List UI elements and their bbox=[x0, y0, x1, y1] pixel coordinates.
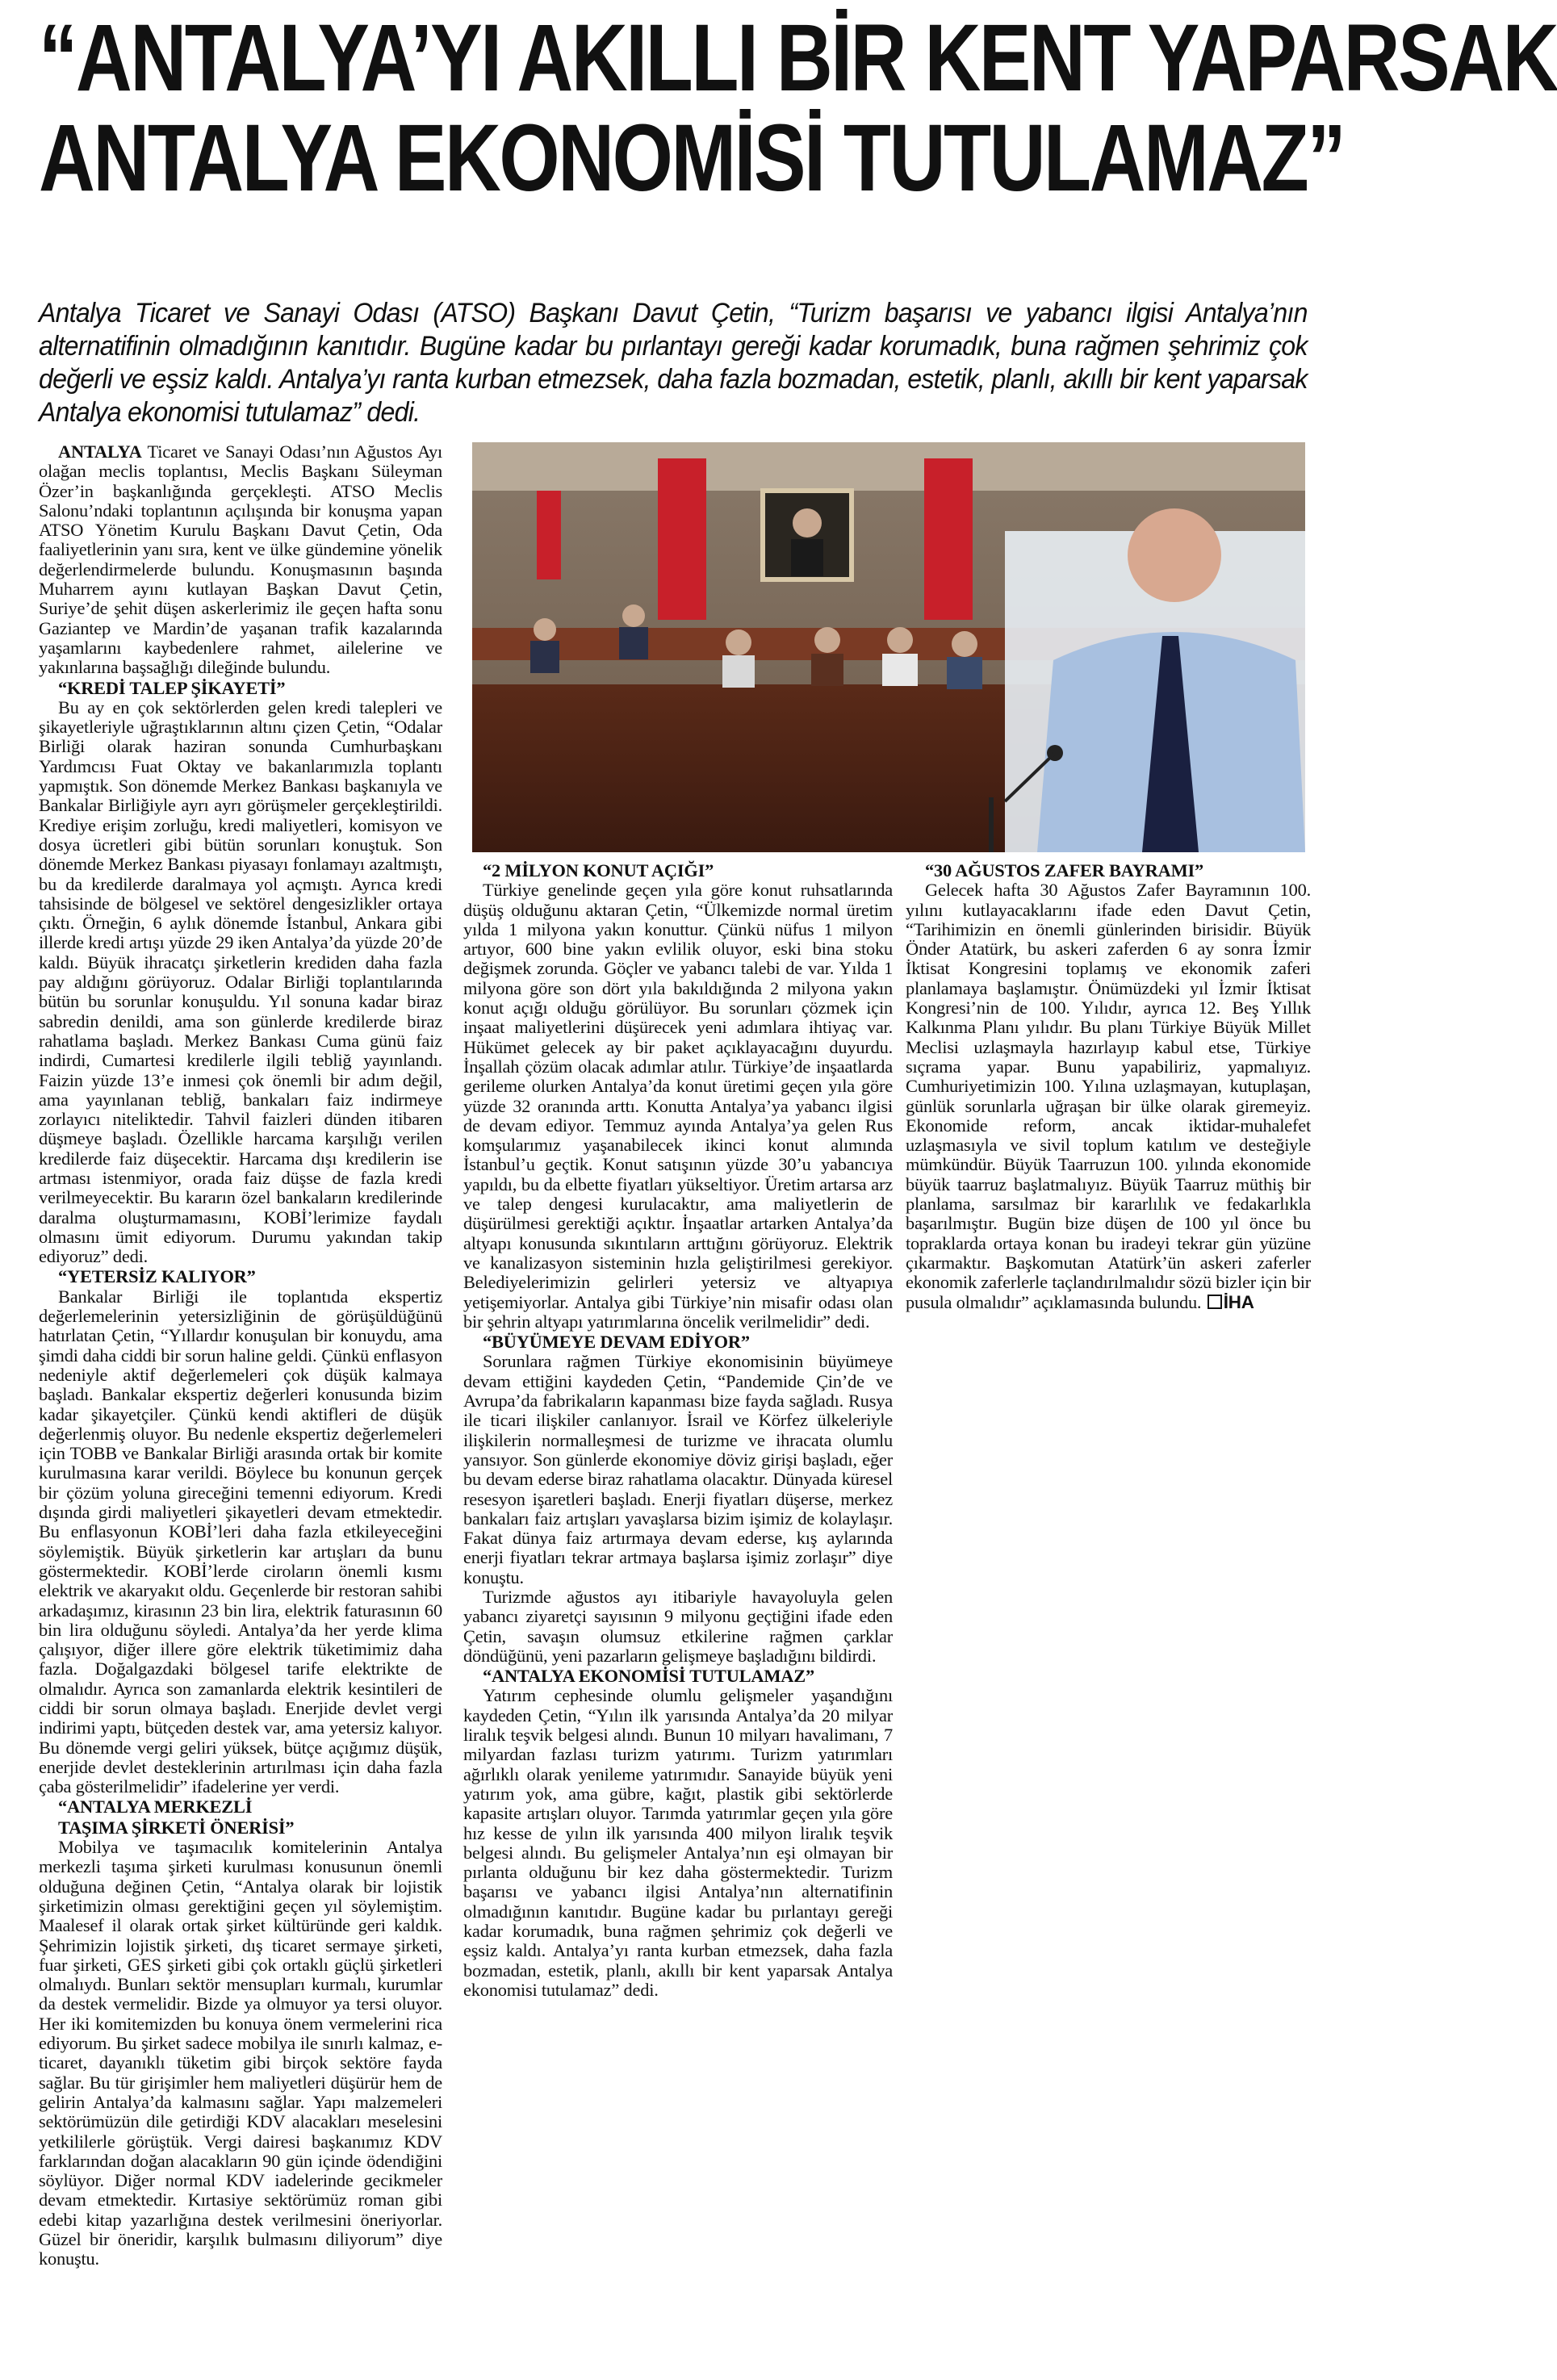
paragraph: Mobilya ve taşımacılık komitelerinin Antalya merkezli taşıma şirketi kurulması konusunun önemli olduğuna değinen Çetin, “Antalya olarak bir lojistik şirketimizin olması gerektiğini geçen yıl söylemiştim. Maalesef il olarak ortak şirket kültüründe geri kaldık. Şehrimizin lojistik şirketi, dış ticaret sermaye şirketi, fuar şirketi, GES şirketi gibi çok ortaklı güçlü şirketleri olmalıydı. Bunları sektör mensupları kurmalı, kurumlar da destek vermelidir. Bizde ya olmuyor ya tersi oluyor. Her iki komitemizden bu konuya önem vermelerini rica ediyorum. Bu şirket sadece mobilya ile sınırlı kalmaz, e-ticaret, dayanıklı tüketim gibi birçok sektöre fayda sağlar. Bu tür girişimler hem maliyetleri düşürür hem de gelirin Antalya’da kalmasını sağlar. Yapı malzemeleri sektörümüzün dile getirdiği KDV alacakları meselesini yetkililerle görüştük. Vergi dairesi başkanımız KDV farklarından doğan alacakların 90 gün içinde ödendiğini söylüyor. Diğer normal KDV iadelerinde gecikmeler devam etmektedir. Kırtasiye sektörümüz roman gibi edebi kitap yazarlığına destek verilmesini öneriyorlar. Güzel bir öneridir, karşılık bulmasını diliyorum” diye konuştu. bbox=[39, 1837, 442, 2269]
paragraph bbox=[906, 880, 1311, 1312]
paragraph-text: Ticaret ve Sanayi Odası’nın Ağustos Ayı olağan meclis toplantısı, Meclis Başkanı Süleyman Özer’in başkanlığında gerçekleşti. ATSO Meclis Salonu’ndaki toplantının açılışında bir konuşma yapan ATSO Yönetim Kurulu Başkanı Davut Çetin, Oda faaliyetlerinin yanı sıra, kent ve ülke gündemine yönelik değerlendirmelerde bulundu. Konuşmasının başında Muharrem ayını kutlayan Başkan Davut Çetin, Suriye’de şehit düşen askerlerimiz ile geçen hafta sonu Gaziantep ve Mardin’de yaşanan trafik kazalarında yaşamlarını kaybedenlere rahmet, ailelerine ve yakınlarına başsağlığı dileğinde bulundu. bbox=[39, 441, 442, 678]
paragraph: Bankalar Birliği ile toplantıda ekspertiz değerlemelerinin yetersizliğinin de görüşüldüğünü hatırlatan Çetin, “Yıllardır konuşulan bir konuydu, ama şimdi daha ciddi bir sorun haline geldi. Çünkü enflasyon nedeniyle aktif değerlemeleri çok düşük kalmaya başladı. Bankalar ekspertiz değerleri konusunda bizim kadar şikayetçiler. Çünkü kendi aktifleri de düşük değerlenmiş oluyor. Bu nedenle ekspertiz değerlemeleri için TOBB ve Bankalar Birliği arasında ortak bir komite kurulmasına karar verildi. Böylece bu konunun gerçek bir çözüm yoluna gireceğini temenni ediyorum. Kredi dışında girdi maliyetleri şikayetleri devam etmektedir. Bu enflasyonun KOBİ’leri daha fazla etkileyeceğini söylemiştik. Büyük şirketlerin kar artışları da bunu göstermektedir. KOBİ’lerde ciroların önemli kısmı elektrik ve akaryakıt oldu. Geçenlerde bir restoran sahibi arkadaşımız, kirasının 23 bin lira, elektrik faturasının 60 bin lira olduğunu söyledi. Antalya’da her yerde klima çalışıyor, diğer illere göre elektrik tüketimimiz daha fazla. Doğalgazdaki bölgesel tarife elektrikte de olmalıdır. Ayrıca son zamanlarda elektrik kesintileri de ciddi bir sorun olmaya başladı. Enerjide devlet vergi indirimi yaptı, bütçeden destek var, ama yetersiz kalıyor. Bu dönemde vergi geliri yüksek, bütçe açığımız düşük, enerjide devlet desteklerinin artırılması için daha fazla çaba gösterilmelidir” ifadelerine yer verdi. bbox=[39, 1286, 442, 1797]
paragraph: Yatırım cephesinde olumlu gelişmeler yaşandığını kaydeden Çetin, “Yılın ilk yarısında Antalya’da 20 milyar liralık teşvik belgesi alındı. Bunun 10 milyarı havalimanı, 7 milyardan fazlası turizm yatırımı. Turizm yatırımları ağırlıklı olarak yenileme yatırımıdır. Sanayide büyük yeni yatırım yok, ama gübre, kağıt, plastik gibi sektörlerde kapasite artışları oluyor. Tarımda yatırımlar geçen yıla göre hız kesse de yılın ilk yarısında 400 milyon liralık teşvik belgesi alındı. Bu gelişmeler Antalya’nın eşi olmayan bir pırlanta olduğunu bir kez daha göstermektedir. Turizm başarısı ve yabancı ilgisi Antalya’nın alternatifinin olmadığının kanıtıdır. Bugüne kadar bu pırlantayı gereği kadar korumadık, buna rağmen şehrimiz çok değerli ve eşsiz kaldı. Antalya’yı ranta kurban etmezsek, daha fazla bozmadan, estetik, planlı, akıllı bir kent yaparsak Antalya ekonomisi tutulamaz” dedi. bbox=[463, 1685, 893, 2000]
standfirst: Antalya Ticaret ve Sanayi Odası (ATSO) Başkanı Davut Çetin, “Turizm başarısı ve yabancı ilgisi Antalya’nın alternatifinin olmadığının kanıtıdır. Bugüne kadar bu pırlantayı gereği kadar korumadık, buna rağmen şehrimiz çok değerli ve eşsiz kaldı. Antalya’yı ranta kurban etmezsek, daha fazla bozmadan, estetik, planlı, akıllı bir kent yaparsak Antalya ekonomisi tutulamaz” dedi. bbox=[39, 298, 1308, 428]
dateline: ANTALYA bbox=[58, 441, 142, 462]
article-column-1 bbox=[39, 442, 442, 2269]
agency-credit: İHA bbox=[1223, 1291, 1254, 1312]
headline-line-1: “ANTALYA’YI AKILLI BİR KENT YAPARSAK bbox=[39, 5, 1557, 111]
subheading: “YETERSİZ KALIYOR” bbox=[58, 1266, 256, 1287]
subheading: “BÜYÜMEYE DEVAM EDİYOR” bbox=[483, 1332, 750, 1353]
headline bbox=[39, 5, 1557, 211]
headline-line-2: ANTALYA EKONOMİSİ TUTULAMAZ” bbox=[39, 105, 1345, 211]
subheading: “ANTALYA MERKEZLİ bbox=[58, 1797, 253, 1817]
subheading: “ANTALYA EKONOMİSİ TUTULAMAZ” bbox=[483, 1666, 815, 1687]
subheading: “2 MİLYON KONUT AÇIĞI” bbox=[483, 860, 714, 880]
subheading: TAŞIMA ŞİRKETİ ÖNERİSİ” bbox=[58, 1817, 295, 1838]
end-mark-icon bbox=[1208, 1295, 1222, 1309]
meeting-photo bbox=[472, 442, 1305, 852]
article-column-3 bbox=[906, 860, 1311, 1312]
paragraph-text: Gelecek hafta 30 Ağustos Zafer Bayramının 100. yılını kutlayacaklarını ifade eden Davut Çetin, “Tarihimizin en önemli günlerinden birisidir. Büyük Önder Atatürk, bu askeri zaferden 6 ay sonra İzmir İktisat Kongresini toplamış ve ekonomik zaferi planlamaya başlamıştır. Önümüzdeki yıl İzmir İktisat Kongresi’nin de 100. Yılıdır, ayrıca 12. Beş Yıllık Kalkınma Planı yılıdır. Bu planı Türkiye Büyük Millet Meclisi uzlaşmayla hazırlayıp kabul etse, Türkiye sıçrama yapar. Bunu yapabiliriz, yapmalıyız. Cumhuriyetimizin 100. Yılına uzlaşmayan, kutuplaşan, günlük sorunlarla uğraşan bir ülke olarak giremeyiz. Ekonomide reform, ancak iktidar-muhalefet uzlaşmasıyla ve sivil toplum katılım ve desteğiyle mümkündür. Büyük Taarruzun 100. yılında ekonomide büyük taarruz başlatmalıyız. Büyük Taarruz müthiş bir planlama, sarsılmaz bir kararlılık ve fedakarlıkla başarılmıştır. Bugün bize düşen de 100 yıl önce bu topraklarda ortaya konan bu iradeyi tekrar gün yüzüne çıkarmaktır. Başkomutan Atatürk’ün askeri zaferler ekonomik zaferlerle taçlandırılmalıdır sözü bizler için bir pusula olmalıdır” açıklamasında bulundu. bbox=[906, 880, 1311, 1312]
paragraph: Türkiye genelinde geçen yıla göre konut ruhsatlarında düşüş olduğunu aktaran Çetin, “Ülkemizde normal üretim yılda 1 milyona yakın konuttur. Çünkü nüfus 1 milyon artıyor, 600 bine yakın evlilik oluyor, eski bina stoku değişmek zorunda. Göçler ve yabancı talebi de var. Yılda 1 milyona göre son dört yıla bakıldığında 2 milyona yakın konut açığı olduğu görülüyor. Bu sorunları çözmek için inşaat maliyetlerini düşürecek yeni adımlara ihtiyaç var. Hükümet gelecek ay bir paket açıklayacağını duyurdu. İnşallah çözüm olacak adımlar atılır. Türkiye’de inşaatlarda gerileme olurken Antalya’da konut üretimi geçen yıla göre yüzde 32 oranında arttı. Konutta Antalya’ya yabancı ilgisi de devam ediyor. Temmuz ayında Antalya’ya gelen Rus komşularımız yaşanabilecek ikinci konut alımında İstanbul’u geçtik. Konut satışının yüzde 30’u yabancıya yapıldı, bu da elbette fiyatları yükseltiyor. Üretim artarsa arz ve talep dengesi kurulacaktır, ama maliyetlerin de düşürülmesi gerektiği açıktır. İnşaatlar artarken Antalya’da altyapı konusunda sıkıntıların arttığını görüyoruz. Elektrik ve kanalizasyon sisteminin hızla geliştirilmesi gerekiyor. Belediyelerimizin gelirleri yetersiz ve altyapıya yetişemiyorlar. Antalya gibi Türkiye’nin misafir odası olan bir şehrin altyapı yatırımlarına öncelik verilmelidir” dedi. bbox=[463, 880, 893, 1332]
meeting-photo-image bbox=[472, 442, 1305, 852]
subheading: “30 AĞUSTOS ZAFER BAYRAMI” bbox=[925, 860, 1204, 880]
paragraph bbox=[39, 442, 442, 678]
article-column-2 bbox=[463, 860, 893, 2000]
paragraph: Sorunlara rağmen Türkiye ekonomisinin büyümeye devam ettiğini kaydeden Çetin, “Pandemide Çin’de ve Avrupa’da fabrikaların kapanması bize fayda sağladı. Rusya ile ticari ilişkiler canlanıyor. İsrail ve Körfez ülkeleriyle ilişkilerin normalleşmesi de turizme ve ihracata olumlu yansıyor. Son günlerde ekonomiye döviz girişi başladı, eğer bu devam ederse biraz rahatlama olacaktır. Dünyada küresel resesyon işaretleri başladı. Enerji fiyatları düşerse, merkez bankaları faiz artışları yavaşlarsa bizim işimiz de kolaylaşır. Fakat dünya faiz artırmaya devam ederse, kış aylarında enerji fiyatları tekrar artmaya başlarsa işimiz zorlaşır” diye konuştu. bbox=[463, 1351, 893, 1587]
subheading: “KREDİ TALEP ŞİKAYETİ” bbox=[58, 677, 286, 698]
paragraph: Bu ay en çok sektörlerden gelen kredi talepleri ve şikayetleriyle uğraştıklarının altını çizen Çetin, “Odalar Birliği olarak haziran sonunda Cumhurbaşkanı Yardımcısı Fuat Oktay ve bakanlarımızla toplantı yapmıştık. Son dönemde Merkez Bankası başkanıyla ve Bankalar Birliğiyle ayrı ayrı görüşmeler gerçekleştirildi. Krediye erişim zorluğu, kredi maliyetleri, komisyon ve dosya ücretleri gibi bütün sorunları konuştuk. Son dönemde Merkez Bankası piyasayı fonlamayı azaltmıştı, bu da kredilerde daralmaya yol açmıştı. Ayrıca kredi tahsisinde de bölgesel ve sektörel dengesizlikler ortaya çıktı. Örneğin, 6 aylık dönemde İstanbul, Ankara gibi illerde kredi artışı yüzde 29 iken Antalya’da yüzde 20’de kaldı. Büyük ihracatçı şirketlerin krediden daha fazla pay aldığını görüyoruz. Odalar Birliği toplantılarında bütün bu sorunlar konuşuldu. Yıl sonuna kadar biraz sabredin denildi, ama son günlerde kredilerde biraz rahatlama başladı. Merkez Bankası Cuma günü faiz indirdi, Cumartesi kredilerle ilgili tebliğ yayınlandı. Faizin yüzde 13’e inmesi çok önemli bir adım değil, ama yayınlanan tebliğ, bankaları faiz indirmeye zorlayıcı niteliktedir. Tahvil faizleri dünden itibaren düşmeye başladı. Özellikle harcama karşılığı verilen kredilerde faiz düşecektir. Harcama dışı kredilerin ise artması istenmiyor, orada faiz düşse de fazla kredi verilmeyecektir. Bu kararın özel bankaların kredilerinde daralma oluşturmamasını, KOBİ’lerimize faydalı olmasını ümit ediyorum. Durumu yakından takip ediyoruz” dedi. bbox=[39, 696, 442, 1267]
paragraph: Turizmde ağustos ayı itibariyle havayoluyla gelen yabancı ziyaretçi sayısının 9 milyonu geçtiğini ifade eden Çetin, savaşın olumsuz etkilerine rağmen çarklar döndüğünü, yeni pazarların gelişmeye başladığını bildirdi. bbox=[463, 1586, 893, 1666]
